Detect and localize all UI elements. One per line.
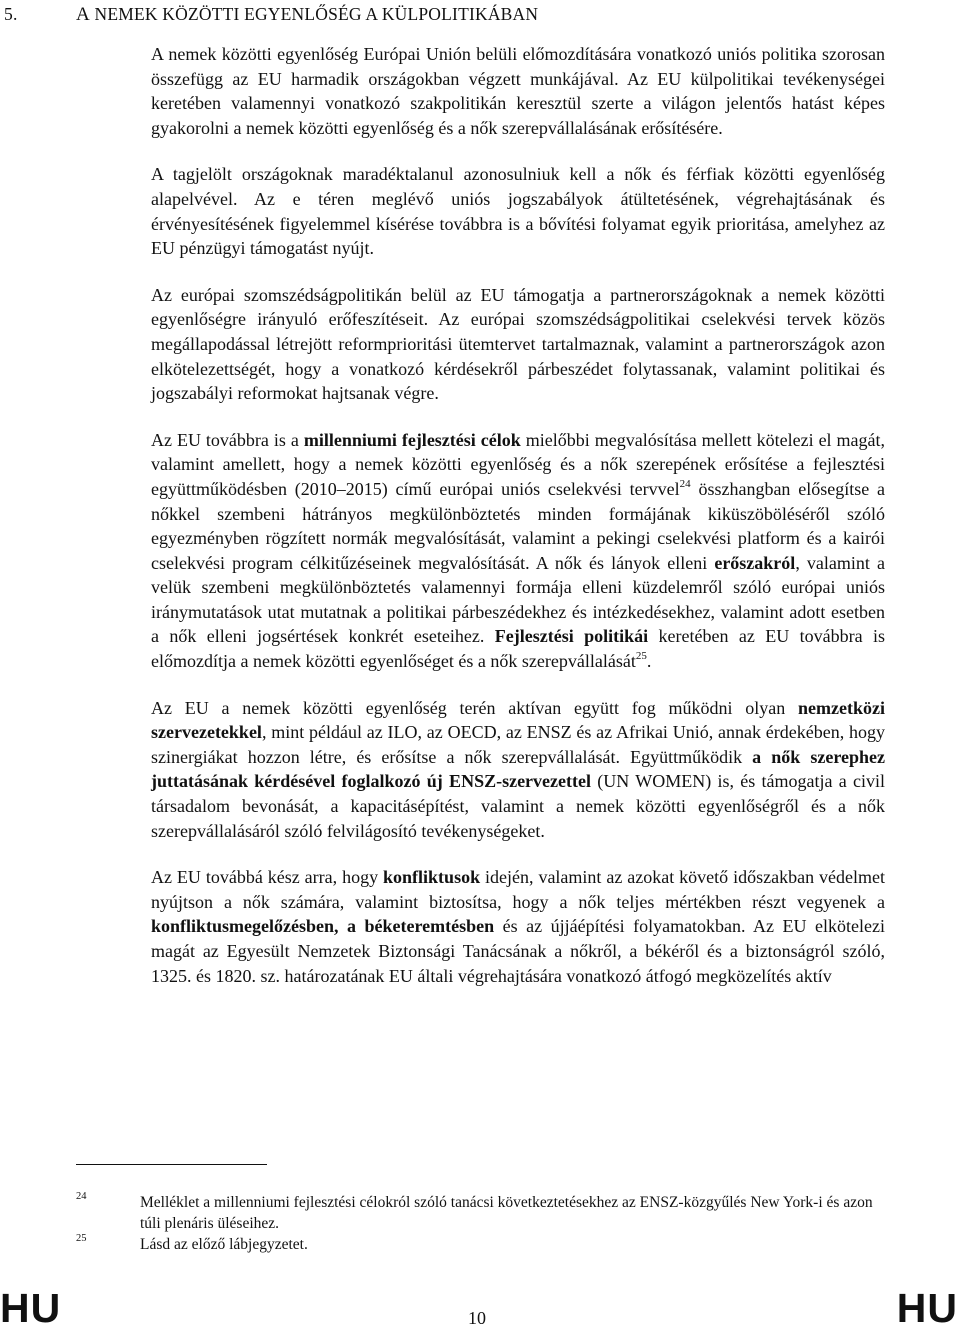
footnote-ref-24[interactable]: 24 xyxy=(679,477,691,490)
text-run: Az EU a nemek közötti egyenlőség terén aktívan együtt fog működni olyan xyxy=(151,697,799,718)
bold-text: nemzetközi szervezetekkel xyxy=(151,697,885,743)
page-number: 10 xyxy=(468,1308,486,1328)
text-run: , valamint a velük szembeni megkülönböztetés valamennyi formája elleni küzdelemről szóló európai uniós iránymutatások utat mutatnak a politikai párbeszédekhez és intézkedésekhez, valamint adott esetben a nők elleni jogsértések konkrét eseteihez. xyxy=(151,552,886,647)
footer-language-right: HU xyxy=(896,1285,958,1331)
paragraph-4 xyxy=(151,428,885,674)
section-title: NEMEK KÖZÖTTI EGYENLŐSÉG A KÜLPOLITIKÁBAN xyxy=(94,4,539,24)
bold-text: konfliktusok xyxy=(383,867,481,888)
bold-text: a nők szerephez juttatásának kérdésével foglalkozó új ENSZ-szervezettel xyxy=(151,746,885,792)
text-run: , mint például az ILO, az OECD, az ENSZ és az Afrikai Unió, annak érdekében, hogy szinergiákat hozzon létre, és erősítse a nők szerepvállalását. Együttműködik xyxy=(151,722,885,767)
bold-text: erőszakról xyxy=(714,552,796,573)
section-heading xyxy=(4,2,904,27)
text-run: Az EU továbbra is a xyxy=(151,429,304,450)
footer-language-left: HU xyxy=(0,1285,62,1331)
document-body xyxy=(151,42,885,1010)
footnote-number: 25 xyxy=(76,1233,87,1244)
footnote-ref-25[interactable]: 25 xyxy=(635,650,647,663)
section-number: 5. xyxy=(4,4,18,24)
section-title-initial: A xyxy=(76,4,90,25)
bold-text: millenniumi fejlesztési célok xyxy=(303,429,521,450)
paragraph-5 xyxy=(151,696,885,844)
paragraph-6 xyxy=(151,865,885,988)
footnote-separator xyxy=(76,1164,267,1165)
text-run: keretében az EU továbbra is előmozdítja a nemek közötti egyenlőséget és a nők szerepvállalását xyxy=(151,626,885,672)
text-run: idején, valamint az azokat követő időszakban védelmet nyújtson a nők számára, valamint biztosítsa, hogy a nők teljes mértékben részt vegyenek a xyxy=(151,867,885,912)
footnote-number: 24 xyxy=(76,1191,87,1202)
paragraph-1: A nemek közötti egyenlőség Európai Unión belüli előmozdítására vonatkozó uniós politika szorosan összefügg az EU harmadik országokban végzett munkájával. Az EU külpolitikai tevékenységei keretében valamennyi vonatkozó szakpolitikán keresztül szerte a világon jelentős hatást képes gyakorolni a nemek közötti egyenlőség és a nők szerepvállalásának erősítésére. xyxy=(151,44,885,138)
footnote-text: Lásd az előző lábjegyzetet. xyxy=(140,1236,308,1253)
text-run: összhangban elősegítse a nőkkel szembeni hátrányos megkülönböztetés minden formájának kiküszöböléséről szóló egyezményben rögzített normák megvalósítását, valamint a pekingi cselekvési platform és a kairói cselekvési program célkitűzéseinek megvalósítását. A nők és lányok elleni xyxy=(151,478,885,573)
paragraph-2: A tagjelölt országoknak maradéktalanul azonosulniuk kell a nők és férfiak közötti egyenlőség alapelvével. Az e téren meglévő uniós jogszabályok átültetésének, végrehajtásának és érvényesítésének figyelemmel kísérése továbbra is a bővítési folyamat egyik prioritása, amelyhez az EU pénzügyi támogatást nyújt. xyxy=(151,164,885,259)
paragraph-3: Az európai szomszédságpolitikán belül az EU támogatja a partnerországoknak a nemek közötti egyenlőségre irányuló erőfeszítéseit. Az európai szomszédságpolitikai cselekvési tervek közös megállapodással létrejött reformprioritási ütemtervet tartalmaznak, valamint a partnerországok azon elkötelezettségét, hogy a vonatkozó kérdésekről párbeszédet folytassanak, valamint politikai és jogszabályi reformokat hajtsanak végre. xyxy=(151,284,885,404)
text-run: és az újjáépítési folyamatokban. Az EU elkötelezi magát az Egyesült Nemzetek Biztonsági Tanácsának a nőkről, a békéről és a biztonságról szóló, 1325. és 1820. sz. határozatának EU általi végrehajtására vonatkozó átfogó megközelítés aktív xyxy=(151,916,885,986)
footnote-text: Melléklet a millenniumi fejlesztési célokról szóló tanácsi következtetésekhez az ENSZ-közgyűlés New York-i és azon túli plenáris üléseihez. xyxy=(140,1194,873,1232)
text-run: mielőbbi megvalósítása mellett kötelezi el magát, valamint amellett, hogy a nemek közötti egyenlőség és a nők szerepének erősítése a fejlesztési együttműködésben (2010–2015) című európai uniós cselekvési tervvel xyxy=(151,429,886,499)
bold-text: konfliktusmegelőzésben, a béketeremtésben xyxy=(151,916,495,937)
text-run: Az EU továbbá kész arra, hogy xyxy=(151,867,384,888)
text-run: . xyxy=(646,651,652,672)
text-run: (UN WOMEN) is, és támogatja a civil társadalom bevonását, a kapacitásépítést, valamint a nemek közötti egyenlőségről és a nők szerepvállalásáról szóló felvilágosító tevékenységeket. xyxy=(151,771,885,841)
bold-text: Fejlesztési politikái xyxy=(494,626,649,647)
